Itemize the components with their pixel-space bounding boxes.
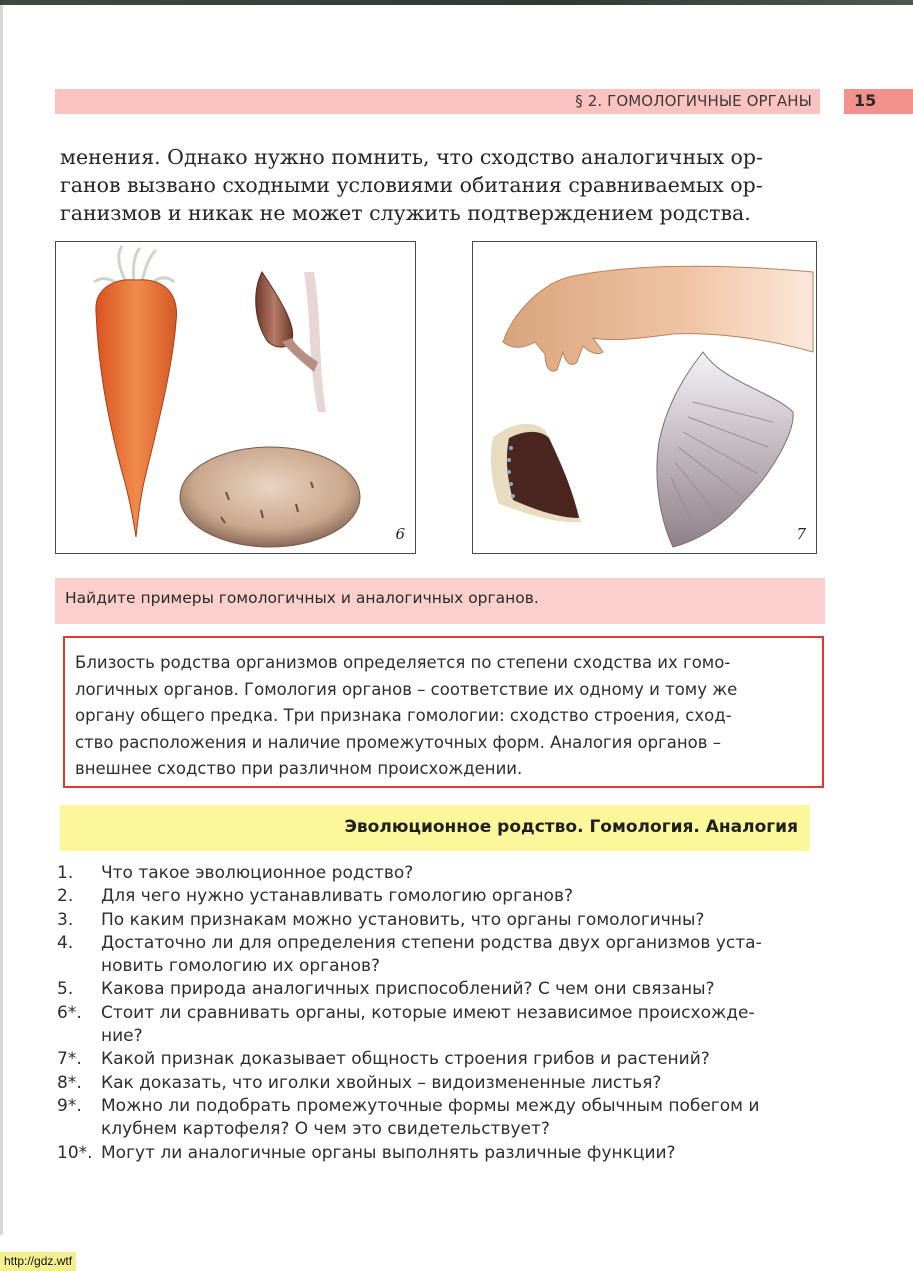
definition-text <box>75 650 817 783</box>
intro-line: ганов вызвано сходными условиями обитания сравниваемых ор- <box>60 173 763 197</box>
question-number: 9*. <box>57 1095 82 1116</box>
carrot-root-icon <box>96 280 177 537</box>
question-text: По каким признакам можно установить, что органы гомологичны? <box>101 909 705 930</box>
question-text: клубнем картофеля? О чем это свидетельствует? <box>101 1119 550 1140</box>
question-number: 8*. <box>57 1072 82 1093</box>
question-number: 4. <box>57 932 74 953</box>
question-text: Могут ли аналогичные органы выполнять различные функции? <box>101 1142 676 1163</box>
question-text: Стоит ли сравнивать органы, которые имеют независимое происхожде- <box>101 1002 755 1023</box>
running-head <box>55 89 820 114</box>
figure-7 <box>472 241 817 554</box>
bird-wing-icon <box>657 352 793 547</box>
potato-tuber-icon <box>180 447 360 547</box>
definition-line: логичных органов. Гомология органов – соответствие их одному и тому же <box>75 679 738 699</box>
question-number: 3. <box>57 909 74 930</box>
question-text: Можно ли подобрать промежуточные формы между обычным побегом и <box>101 1095 760 1116</box>
question-item <box>57 1002 827 1049</box>
watermark-link[interactable]: http://gdz.wtf <box>0 1252 76 1271</box>
review-questions <box>57 862 827 1165</box>
page-number-badge <box>844 89 913 114</box>
figure-6-illustration <box>56 242 415 553</box>
definition-box <box>63 636 824 788</box>
question-text: Что такое эволюционное родство? <box>101 863 414 883</box>
human-hand-icon <box>503 266 813 371</box>
scan-left-edge <box>0 5 3 1235</box>
question-item <box>57 932 827 979</box>
figure-number: 7 <box>796 525 806 543</box>
question-item <box>57 1095 827 1142</box>
figure-7-illustration <box>473 242 816 553</box>
question-text: Достаточно ли для определения степени родства двух организмов уста- <box>101 932 762 953</box>
question-text: новить гомологию их органов? <box>101 956 381 977</box>
intro-paragraph <box>60 143 820 227</box>
running-head-title: § 2. ГОМОЛОГИЧНЫЕ ОРГАНЫ <box>575 92 812 110</box>
carrot-leaves-icon <box>94 246 174 284</box>
definition-line: органу общего предка. Три признака гомологии: сходство строения, сход- <box>75 706 732 725</box>
caption-text: Найдите примеры гомологичных и аналогичных органов. <box>65 589 539 607</box>
question-number: 10*. <box>57 1142 93 1163</box>
figure-6 <box>55 241 416 554</box>
butterfly-wing-icon <box>491 424 581 522</box>
question-number: 2. <box>57 886 74 907</box>
question-item <box>57 909 827 932</box>
question-text: Какова природа аналогичных приспособлений? С чем они связаны? <box>101 979 715 1000</box>
section-heading: Эволюционное родство. Гомология. Аналогия <box>344 817 798 837</box>
question-number: 7*. <box>57 1049 82 1070</box>
bud-on-stem-icon <box>256 272 326 412</box>
definition-line: Близость родства организмов определяется по степени сходства их гомо- <box>75 653 731 672</box>
question-text: Какой признак доказывает общность строения грибов и растений? <box>101 1049 710 1070</box>
question-item <box>57 1048 827 1071</box>
question-text: ние? <box>101 1026 143 1047</box>
figure-caption <box>55 578 825 624</box>
question-item <box>57 862 827 885</box>
question-text: Для чего нужно устанавливать гомологию органов? <box>101 886 573 907</box>
scan-top-edge <box>0 0 913 5</box>
question-text: Как доказать, что иголки хвойных – видоизмененные листья? <box>101 1072 662 1093</box>
question-item <box>57 885 827 908</box>
intro-line: ганизмов и никак не может служить подтверждением родства. <box>60 201 751 225</box>
section-heading-bar <box>60 805 810 851</box>
question-item <box>57 1142 827 1165</box>
figure-number: 6 <box>395 525 405 543</box>
question-number: 5. <box>57 979 74 1000</box>
intro-line: менения. Однако нужно помнить, что сходство аналогичных ор- <box>60 145 763 169</box>
question-item <box>57 978 827 1001</box>
question-item <box>57 1072 827 1095</box>
question-number: 1. <box>57 863 74 883</box>
definition-line: ство расположения и наличие промежуточных форм. Аналогия органов – <box>75 732 721 752</box>
question-number: 6*. <box>57 1002 82 1023</box>
page-number: 15 <box>854 91 877 110</box>
definition-line: внешнее сходство при различном происхождении. <box>75 759 523 778</box>
